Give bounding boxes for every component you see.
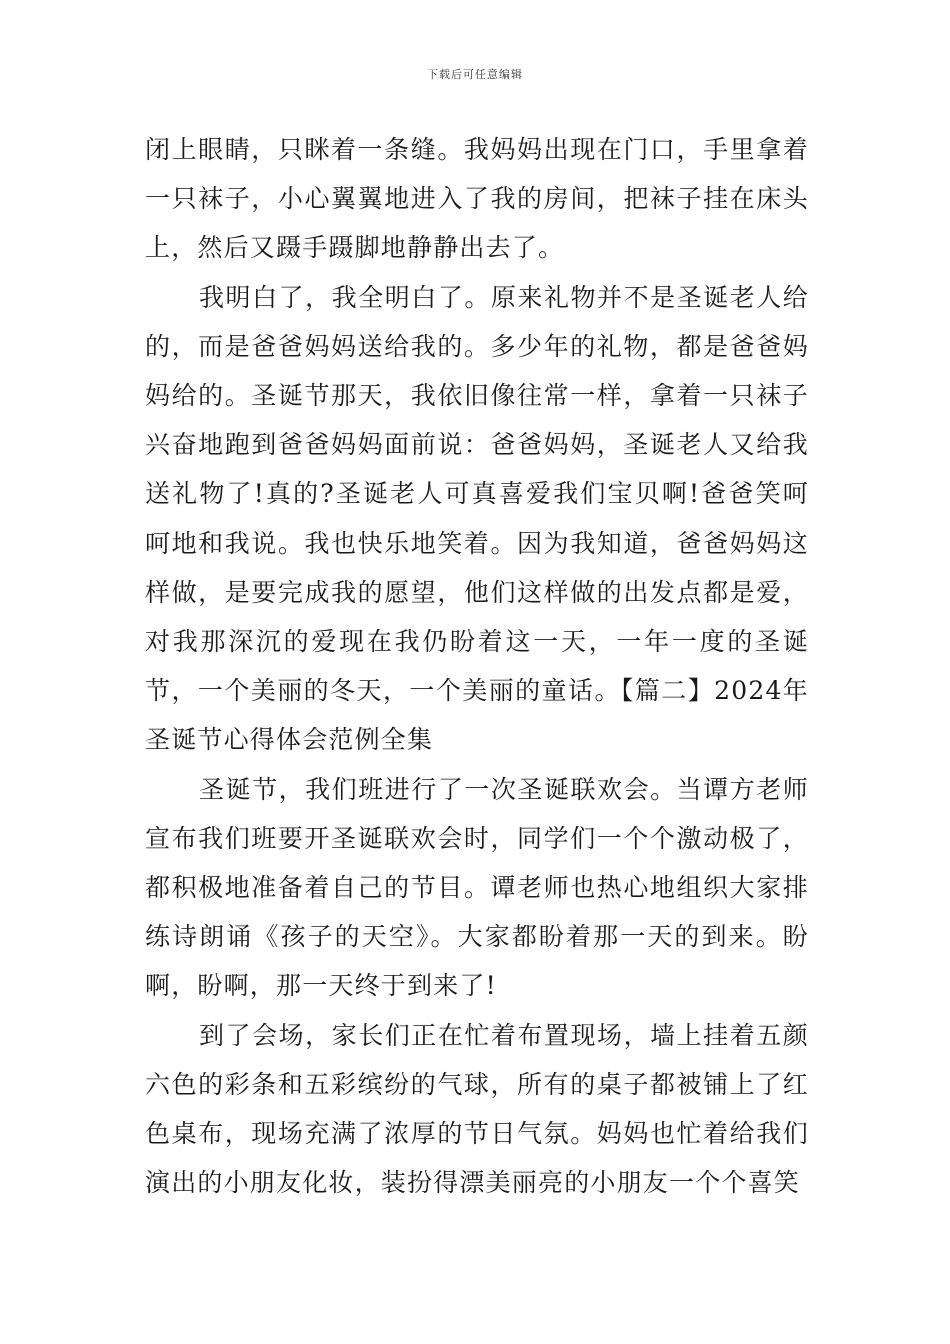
document-body <box>145 125 809 1207</box>
paragraph-realization: 我明白了，我全明白了。原来礼物并不是圣诞老人给的，而是爸爸妈妈送给我的。多少年的礼物，都是爸爸妈妈给的。圣诞节那天，我依旧像往常一样，拿着一只袜子兴奋地跑到爸爸妈妈面前说：爸爸妈妈，圣诞老人又给我送礼物了!真的?圣诞老人可真喜爱我们宝贝啊!爸爸笑呵呵地和我说。我也快乐地笑着。因为我知道，爸爸妈妈这样做，是要完成我的愿望，他们这样做的出发点都是爱，对我那深沉的爱现在我仍盼着这一天，一年一度的圣诞节，一个美丽的冬天，一个美丽的童话。【篇二】2024年圣诞节心得体会范例全集 <box>145 282 809 755</box>
paragraph-venue: 到了会场，家长们正在忙着布置现场，墙上挂着五颜六色的彩条和五彩缤纷的气球，所有的桌子都被铺上了红色桌布，现场充满了浓厚的节日气氛。妈妈也忙着给我们演出的小朋友化妆，装扮得漂美丽亮的小朋友一个个喜笑 <box>145 1020 809 1198</box>
paragraph-christmas-party: 圣诞节，我们班进行了一次圣诞联欢会。当谭方老师宣布我们班要开圣诞联欢会时，同学们一个个激动极了，都积极地准备着自己的节目。谭老师也热心地组织大家排练诗朗诵《孩子的天空》。大家都盼着那一天的到来。盼啊，盼啊，那一天终于到来了! <box>145 774 809 1001</box>
page-header-note: 下载后可任意编辑 <box>427 68 523 81</box>
paragraph-continuation: 闭上眼睛，只眯着一条缝。我妈妈出现在门口，手里拿着一只袜子，小心翼翼地进入了我的房间，把袜子挂在床头上，然后又蹑手蹑脚地静静出去了。 <box>145 135 809 263</box>
